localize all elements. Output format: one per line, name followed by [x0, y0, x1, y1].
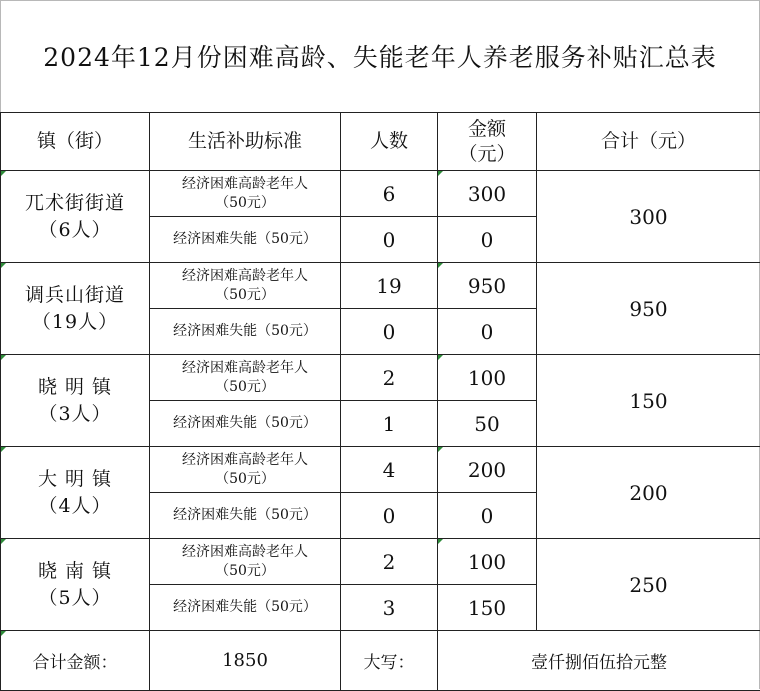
count-cell: 6 — [341, 171, 438, 217]
count-cell: 2 — [341, 539, 438, 585]
town-people: （5人） — [1, 585, 149, 612]
header-count: 人数 — [341, 113, 438, 171]
town-cell — [1, 263, 150, 355]
amount-cell: 300 — [438, 171, 537, 217]
count-cell: 1 — [341, 401, 438, 447]
total-amount-label: 合计金额： — [1, 631, 150, 691]
capital-amount-value: 壹仟捌佰伍拾元整 — [438, 631, 760, 691]
amount-cell: 100 — [438, 539, 537, 585]
standard-line2: （50元） — [150, 562, 340, 581]
header-amount-line2: （元） — [438, 142, 536, 167]
standard-cell — [150, 493, 341, 539]
table-row — [1, 171, 760, 217]
header-amount — [438, 113, 537, 171]
standard-cell — [150, 355, 341, 401]
capital-label: 大写： — [341, 631, 438, 691]
count-cell: 0 — [341, 309, 438, 355]
amount-cell: 200 — [438, 447, 537, 493]
table-row — [1, 355, 760, 401]
standard-line1: 经济困难失能（50元） — [150, 414, 340, 433]
standard-line1: 经济困难失能（50元） — [150, 230, 340, 249]
standard-line2: （50元） — [150, 470, 340, 489]
header-amount-line1: 金额 — [438, 117, 536, 142]
amount-cell: 0 — [438, 493, 537, 539]
standard-line1: 经济困难高龄老年人 — [150, 451, 340, 470]
table-title: 2024年12月份困难高龄、失能老年人养老服务补贴汇总表 — [0, 0, 760, 112]
standard-line2: （50元） — [150, 286, 340, 305]
town-people: （6人） — [1, 217, 149, 244]
standard-line1: 经济困难高龄老年人 — [150, 175, 340, 194]
standard-cell — [150, 171, 341, 217]
town-cell — [1, 355, 150, 447]
town-cell — [1, 539, 150, 631]
standard-line2: （50元） — [150, 194, 340, 213]
standard-cell — [150, 447, 341, 493]
amount-cell: 50 — [438, 401, 537, 447]
standard-cell — [150, 539, 341, 585]
count-cell: 19 — [341, 263, 438, 309]
town-name: 晓 南 镇 — [1, 558, 149, 585]
count-cell: 0 — [341, 493, 438, 539]
town-name: 晓 明 镇 — [1, 374, 149, 401]
amount-cell: 0 — [438, 217, 537, 263]
header-row — [1, 113, 760, 171]
standard-line1: 经济困难高龄老年人 — [150, 543, 340, 562]
header-town: 镇（街） — [1, 113, 150, 171]
count-cell: 2 — [341, 355, 438, 401]
amount-cell: 0 — [438, 309, 537, 355]
town-name: 大 明 镇 — [1, 466, 149, 493]
count-cell: 4 — [341, 447, 438, 493]
table-row — [1, 263, 760, 309]
group-total-cell: 950 — [537, 263, 760, 355]
amount-cell: 950 — [438, 263, 537, 309]
standard-line1: 经济困难高龄老年人 — [150, 267, 340, 286]
header-total: 合计（元） — [537, 113, 760, 171]
town-cell — [1, 447, 150, 539]
group-total-cell: 150 — [537, 355, 760, 447]
standard-line1: 经济困难失能（50元） — [150, 322, 340, 341]
group-total-cell: 250 — [537, 539, 760, 631]
total-amount-value: 1850 — [150, 631, 341, 691]
standard-cell — [150, 585, 341, 631]
standard-cell — [150, 263, 341, 309]
standard-cell — [150, 309, 341, 355]
group-total-cell: 300 — [537, 171, 760, 263]
town-name: 兀术街街道 — [1, 190, 149, 217]
town-people: （4人） — [1, 493, 149, 520]
town-people: （19人） — [1, 309, 149, 336]
amount-cell: 100 — [438, 355, 537, 401]
amount-cell: 150 — [438, 585, 537, 631]
standard-cell — [150, 217, 341, 263]
count-cell: 3 — [341, 585, 438, 631]
town-name: 调兵山街道 — [1, 282, 149, 309]
standard-cell — [150, 401, 341, 447]
header-standard: 生活补助标准 — [150, 113, 341, 171]
town-cell — [1, 171, 150, 263]
table-row — [1, 539, 760, 585]
group-total-cell: 200 — [537, 447, 760, 539]
table-row — [1, 447, 760, 493]
town-people: （3人） — [1, 401, 149, 428]
standard-line1: 经济困难失能（50元） — [150, 598, 340, 617]
standard-line1: 经济困难高龄老年人 — [150, 359, 340, 378]
subsidy-table — [0, 112, 760, 691]
standard-line2: （50元） — [150, 378, 340, 397]
standard-line1: 经济困难失能（50元） — [150, 506, 340, 525]
footer-row — [1, 631, 760, 691]
count-cell: 0 — [341, 217, 438, 263]
